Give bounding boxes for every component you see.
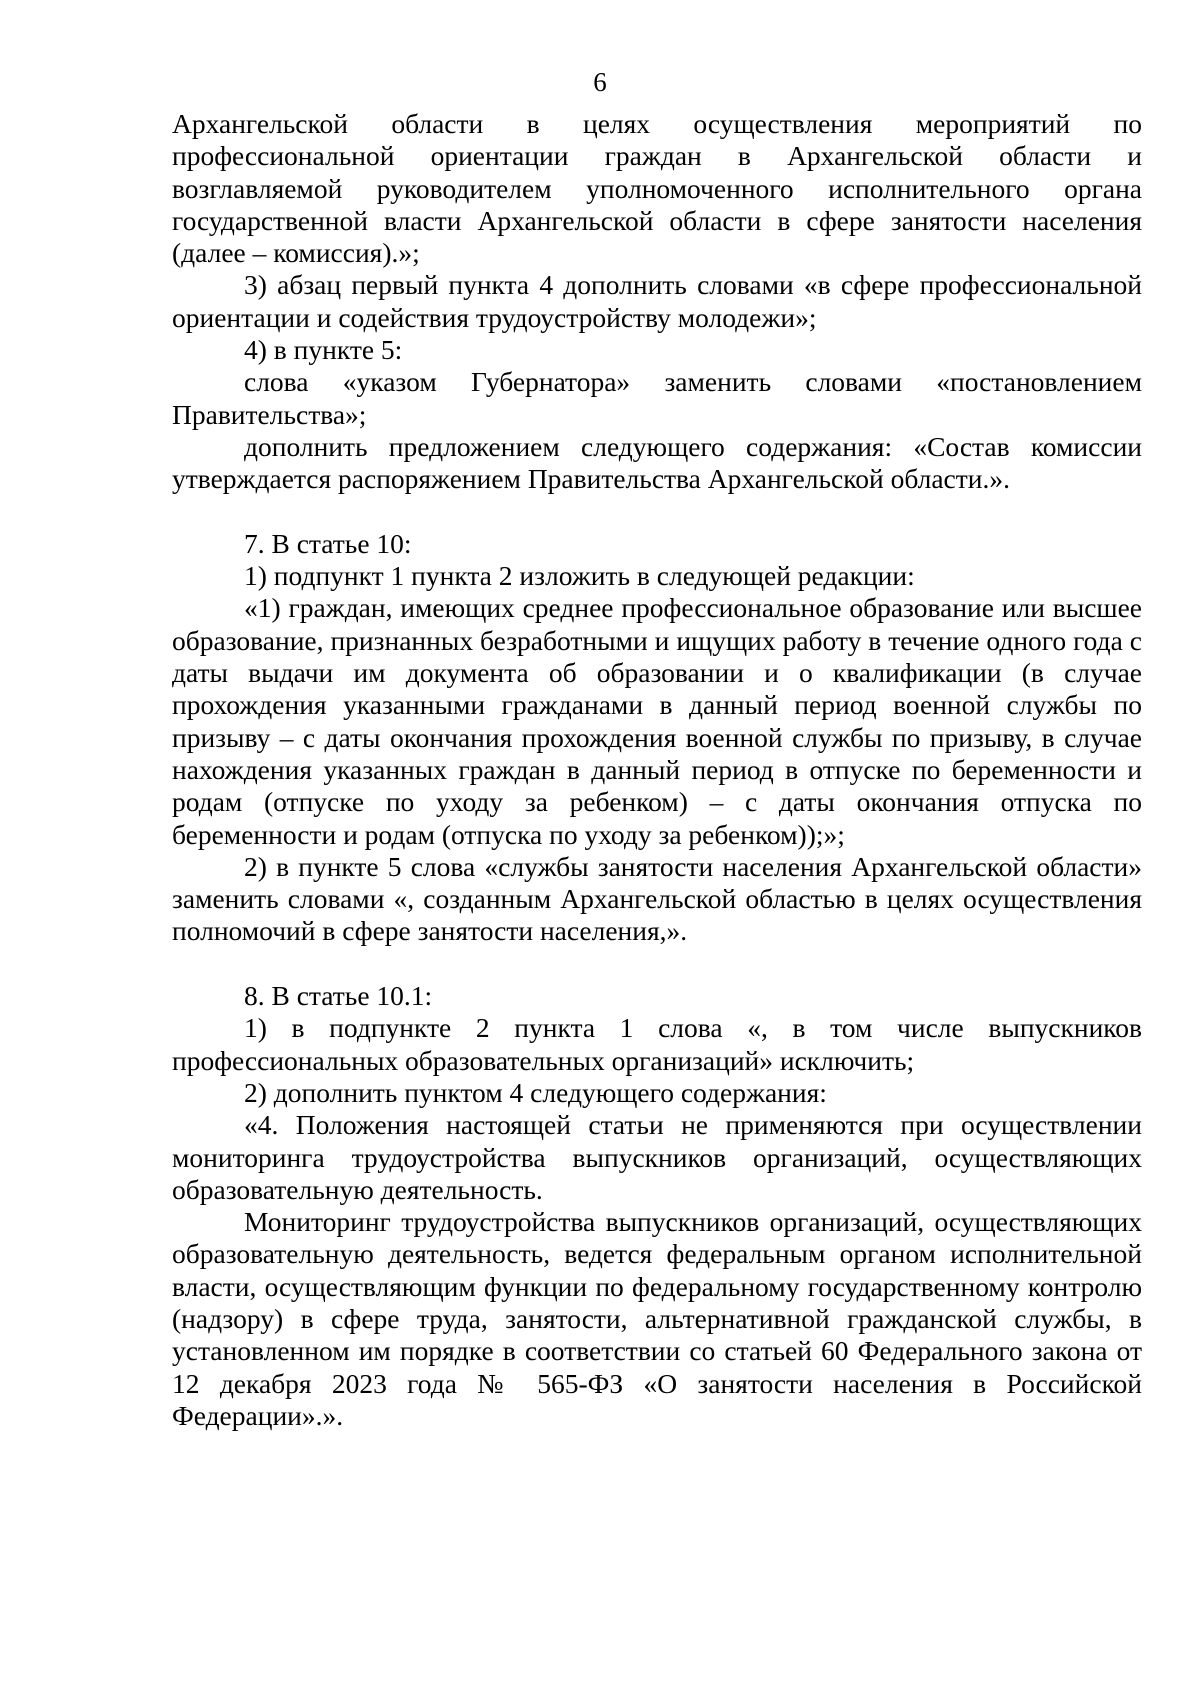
paragraph-item-3: 3) абзац первый пункта 4 дополнить словами «в сфере профессиональной ориентации и содействия трудоустройству молодежи»;	[172, 269, 1142, 333]
section-heading-article-10-1: 8. В статье 10.1:	[244, 980, 433, 1012]
paragraph-article-10-item-1: 1) подпункт 1 пункта 2 изложить в следующей редакции:	[244, 560, 915, 592]
paragraph-article-10-1-item-2: 2) дополнить пунктом 4 следующего содержания:	[244, 1076, 827, 1108]
paragraph-point-4: «4. Положения настоящей статьи не применяются при осуществлении мониторинга трудоустройства выпускников организаций, осуществляющих образовательную деятельность.	[172, 1109, 1142, 1205]
paragraph-commission-continuation: Архангельской области в целях осуществления мероприятий по профессиональной ориентации граждан в Архангельской области и возглавляемой руководителем уполномоченного исполнительного органа государственной власти Архангельской области в сфере занятости населения (далее – комиссия).»;	[172, 108, 1142, 269]
page-number: 6	[593, 67, 607, 97]
paragraph-citizens-definition: «1) граждан, имеющих среднее профессиональное образование или высшее образование, признанных безработными и ищущих работу в течение одного года с даты выдачи им документа об образовании и о квалификации (в случае прохождения указанными гражданами в данный период военной службы по призыву – с даты окончания прохождения военной службы по призыву, в случае нахождения указанных граждан в данный период в отпуске по беременности и родам (отпуске по уходу за ребенком) – с даты окончания отпуска по беременности и родам (отпуска по уходу за ребенком));»;	[172, 592, 1142, 850]
paragraph-item-4: 4) в пункте 5:	[244, 334, 403, 366]
paragraph-article-10-1-item-1: 1) в подпункте 2 пункта 1 слова «, в том числе выпускников профессиональных образовательных организаций» исключить;	[172, 1012, 1142, 1076]
paragraph-article-10-item-2: 2) в пункте 5 слова «службы занятости населения Архангельской области» заменить словами «, созданным Архангельской областью в целях осуществления полномочий в сфере занятости населения,».	[172, 850, 1142, 947]
document-body	[172, 108, 1142, 1432]
paragraph-add-sentence: дополнить предложением следующего содержания: «Состав комиссии утверждается распоряжением Правительства Архангельской области.».	[172, 430, 1142, 495]
paragraph-monitoring: Мониторинг трудоустройства выпускников организаций, осуществляющих образовательную деятельность, ведется федеральным органом исполнительной власти, осуществляющим функции по федеральному государственному контролю (надзору) в сфере труда, занятости, альтернативной гражданской службы, в установленном им порядке в соответствии со статьей 60 Федерального закона от 12 декабря 2023 года № 565-ФЗ «О занятости населения в Российской Федерации».».	[172, 1206, 1142, 1431]
section-heading-article-10: 7. В статье 10:	[244, 527, 412, 559]
paragraph-replace-words: слова «указом Губернатора» заменить словами «постановлением Правительства»;	[172, 366, 1142, 430]
